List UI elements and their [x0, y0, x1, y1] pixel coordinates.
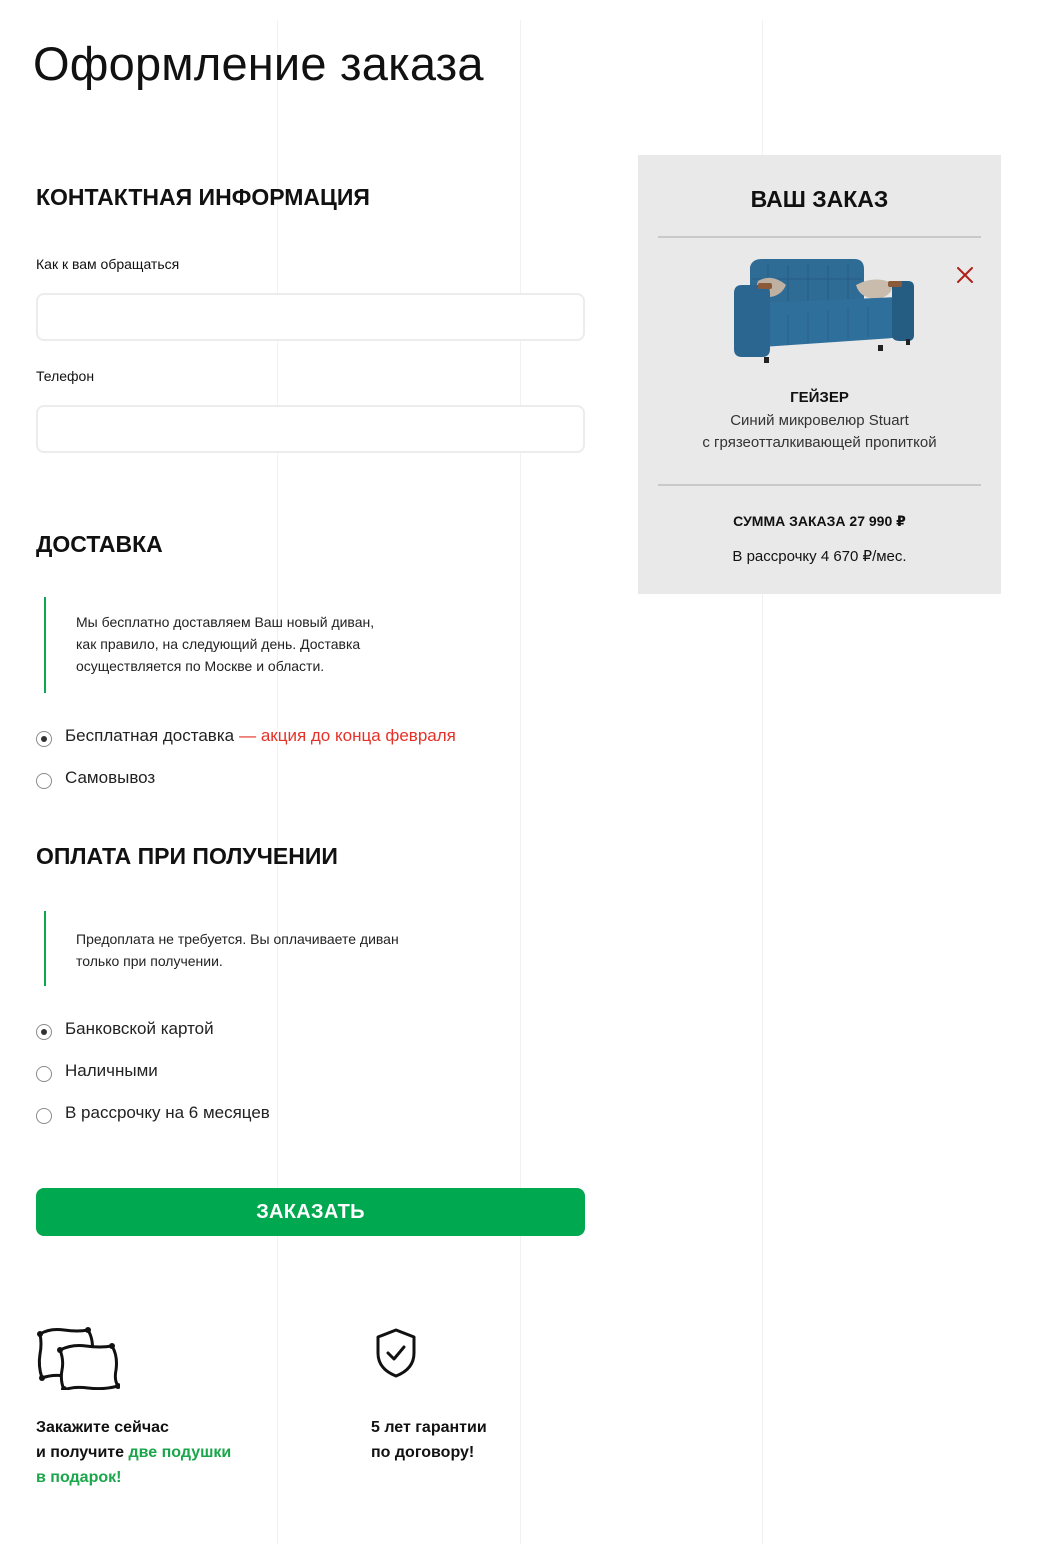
- delivery-note-line: Мы бесплатно доставляем Ваш новый диван,: [76, 614, 375, 630]
- order-sum: СУММА ЗАКАЗА 27 990 ₽: [733, 513, 906, 529]
- delivery-note: [44, 597, 374, 693]
- payment-note-line: Предоплата не требуется. Вы оплачиваете диван: [76, 931, 399, 947]
- grid-line: [277, 20, 278, 1544]
- feature-warranty-line: по договору!: [371, 1444, 475, 1461]
- feature-warranty-text: [371, 1415, 487, 1465]
- radio-button[interactable]: [36, 1108, 52, 1124]
- delivery-option-free[interactable]: [36, 726, 456, 746]
- feature-gift-line: [36, 1440, 231, 1465]
- contact-section-title: КОНТАКТНАЯ ИНФОРМАЦИЯ: [36, 184, 370, 210]
- shield-check-icon: [374, 1327, 418, 1379]
- delivery-note-line: как правило, на следующий день. Доставка: [76, 636, 361, 652]
- payment-option-card[interactable]: [36, 1019, 214, 1039]
- payment-option-cash[interactable]: [36, 1061, 158, 1081]
- product-description-line: с грязеотталкивающей пропиткой: [702, 434, 937, 451]
- radio-button[interactable]: [36, 1066, 52, 1082]
- divider: [658, 484, 981, 486]
- payment-note-line: только при получении.: [76, 953, 223, 969]
- payment-option-label: В рассрочку на 6 месяцев: [65, 1103, 270, 1122]
- name-input[interactable]: [36, 293, 585, 341]
- feature-gift-highlight: в подарок!: [36, 1469, 122, 1486]
- divider: [658, 236, 981, 238]
- payment-section-title: ОПЛАТА ПРИ ПОЛУЧЕНИИ: [36, 843, 338, 869]
- phone-input[interactable]: [36, 405, 585, 453]
- payment-option-installment[interactable]: [36, 1103, 270, 1123]
- name-label: Как к вам обращаться: [36, 256, 180, 272]
- payment-option-label: Наличными: [65, 1061, 158, 1080]
- payment-note: [44, 911, 399, 986]
- order-installment: В рассрочку 4 670 ₽/мес.: [732, 548, 907, 565]
- close-icon[interactable]: [955, 265, 975, 285]
- feature-gift-text: [36, 1415, 231, 1490]
- payment-option-label: Банковской картой: [65, 1019, 214, 1038]
- product-description-line: Синий микровелюр Stuart: [730, 412, 909, 429]
- order-title: ВАШ ЗАКАЗ: [750, 186, 889, 212]
- feature-gift-highlight: две подушки: [128, 1444, 232, 1461]
- phone-label: Телефон: [36, 368, 95, 384]
- delivery-option-label: Самовывоз: [65, 768, 156, 787]
- feature-gift-prefix: и получите: [36, 1444, 129, 1461]
- radio-button[interactable]: [36, 731, 52, 747]
- delivery-option-pickup[interactable]: [36, 768, 155, 788]
- pillows-icon: [34, 1326, 120, 1390]
- delivery-promo-text: — акция до конца февраля: [239, 726, 456, 745]
- delivery-section-title: ДОСТАВКА: [36, 531, 163, 557]
- product-name: ГЕЙЗЕР: [790, 389, 849, 406]
- order-submit-button[interactable]: ЗАКАЗАТЬ: [36, 1188, 585, 1236]
- feature-gift-line: Закажите сейчас: [36, 1419, 169, 1436]
- delivery-option-label: Бесплатная доставка: [65, 726, 235, 745]
- feature-warranty-line: 5 лет гарантии: [371, 1419, 487, 1436]
- delivery-note-line: осуществляется по Москве и области.: [76, 658, 325, 674]
- radio-button[interactable]: [36, 1024, 52, 1040]
- grid-line: [520, 20, 521, 1544]
- order-summary-panel: [638, 155, 1001, 594]
- radio-button[interactable]: [36, 773, 52, 789]
- sofa-image: [728, 253, 918, 365]
- page-title: Оформление заказа: [33, 37, 484, 90]
